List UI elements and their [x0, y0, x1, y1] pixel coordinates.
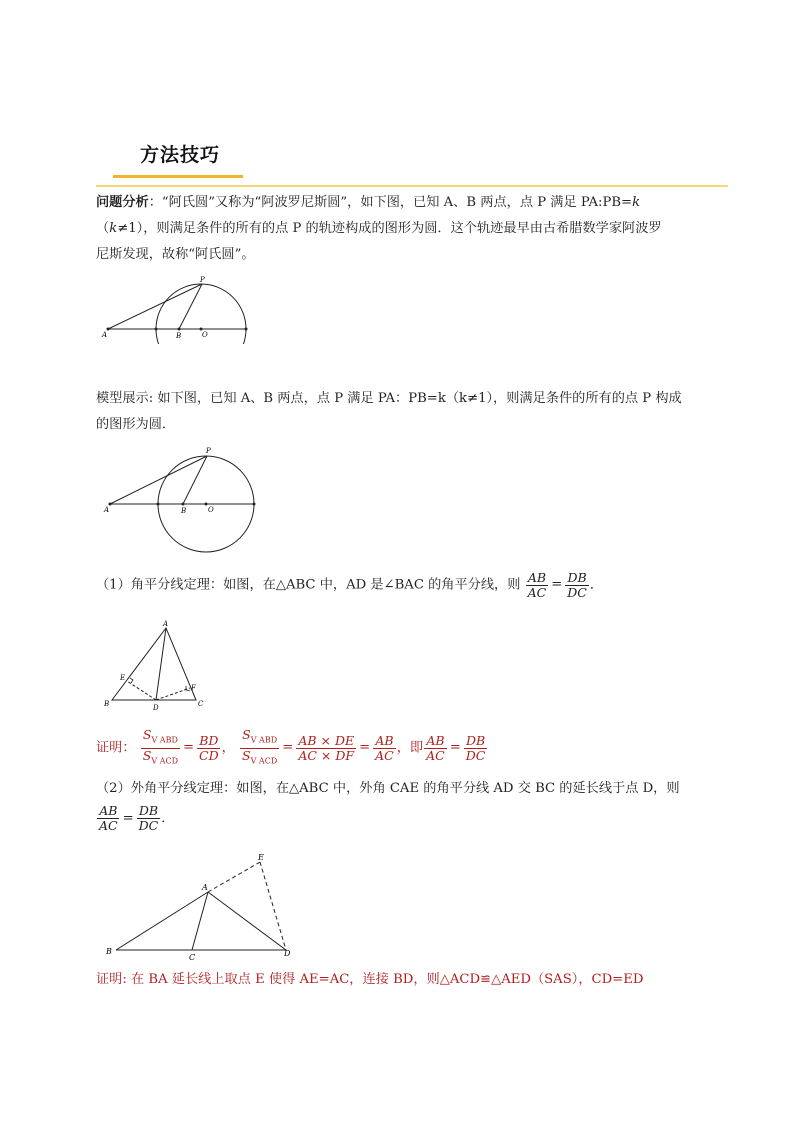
theorem1-frac-left: $\frac{AB}{AC}$ — [527, 569, 547, 600]
theorem1-frac-right: $\frac{DB}{DC}$ — [567, 569, 587, 600]
proof1-frac-1: $\frac{S_{V ABD}}{S_{V ACD}}$ — [142, 727, 178, 765]
proof1-frac-7: $\frac{DB}{DC}$ — [465, 732, 486, 763]
fig2-label-a: A — [104, 506, 110, 514]
fig4-label-d: D — [284, 949, 291, 958]
theorem2-text: （2）外角平分线定理：如图，在△ABC 中，外角 CAE 的角平分线 AD 交 BC 的延长线于点 D，则 — [96, 781, 680, 796]
title-underline-rule — [96, 185, 728, 187]
figure-angle-bisector-triangle — [100, 618, 210, 710]
proof1-frac-3: $\frac{S_{V ABD}}{S_{V ACD}}$ — [242, 727, 278, 765]
intro-text-2a: （ — [96, 221, 110, 236]
fig1-label-a: A — [102, 331, 108, 339]
fig1-label-p: P — [200, 276, 205, 284]
fig1-label-b: B — [176, 332, 182, 340]
intro-text-3: 尼斯发现，故称“阿氏圆”。 — [96, 247, 255, 262]
fig3-label-a: A — [163, 620, 169, 628]
intro-paragraph — [96, 190, 736, 268]
model-text-1: 模型展示: 如下图，已知 A、B 两点，点 P 满足 PA：PB=k（k≠1），则满足条件的所有的点 P 构成 — [96, 391, 682, 406]
proof1-frac-5: $\frac{AB}{AC}$ — [375, 732, 394, 763]
proof1-frac-6: $\frac{AB}{AC}$ — [426, 732, 445, 763]
proof2-text: 证明: 在 BA 延长线上取点 E 使得 AE=AC，连接 BD，则△ACD≌△AED（SAS），CD=ED — [96, 972, 644, 987]
title-underline-accent — [113, 175, 243, 178]
figure-apollonius-circle-2 — [96, 445, 266, 555]
intro-text-1: ：“阿氏圆”又称为“阿波罗尼斯圆”，如下图，已知 A、B 两点，点 P 满足 PA:PB= — [148, 195, 633, 210]
model-paragraph — [96, 386, 736, 438]
fig2-label-o: O — [208, 506, 214, 514]
theorem2-paragraph: （2）外角平分线定理：如图，在△ABC 中，外角 CAE 的角平分线 AD 交 BC 的延长线于点 D，则 $\frac{AB}{AC}$ = $\frac{DB}{DC}$ ． — [96, 776, 736, 833]
fig4-label-c: C — [189, 953, 196, 962]
proof1-frac-2: $\frac{BD}{CD}$ — [199, 732, 219, 763]
theorem1-paragraph: （1）角平分线定理：如图，在△ABC 中，AD 是∠BAC 的角平分线，则 $\frac{AB}{AC}$ = $\frac{DB}{DC}$ ． — [96, 569, 604, 600]
theorem2-frac-left: $\frac{AB}{AC}$ — [99, 803, 118, 833]
intro-k: k — [632, 195, 641, 210]
fig3-label-e: E — [120, 674, 126, 682]
intro-k-2: k — [109, 221, 118, 236]
theorem1-text: （1）角平分线定理：如图，在△ABC 中，AD 是∠BAC 的角平分线，则 — [96, 577, 521, 593]
fig2-label-p: P — [206, 447, 211, 455]
proof1-frac-4: $\frac{AB \times DE}{AC \times DF}$ — [298, 732, 355, 763]
fig3-label-d: D — [153, 704, 159, 710]
proof1-label: 证明： — [96, 740, 136, 756]
fig3-label-b: B — [104, 700, 110, 708]
fig4-label-a: A — [202, 883, 208, 892]
model-text-2: 的图形为圆． — [96, 417, 176, 432]
fig1-label-o: O — [202, 331, 208, 339]
section-title: 方法技巧 — [140, 144, 221, 166]
figure-apollonius-circle-1 — [96, 272, 266, 344]
fig2-label-b: B — [181, 507, 187, 515]
fig3-label-f: F — [191, 684, 196, 692]
fig4-label-b: B — [106, 947, 112, 956]
proof1-paragraph: 证明： $\frac{S_{V ABD}}{S_{V ACD}}$ = $\frac{BD}{CD}$ ， $\frac{S_{V ABD}}{S_{V ACD}}$ = $\frac{AB \times DE}{AC \times DF}$ = $\frac{AB}{AC}$ ，即 $\frac{AB}{AC}$ = $\frac{DB}{DC}$ — [96, 728, 736, 768]
intro-text-2b: ≠1），则满足条件的所有的点 P 的轨迹构成的图形为圆．这个轨迹最早由古希腊数学家阿波罗 — [117, 221, 662, 236]
theorem2-frac-right: $\frac{DB}{DC}$ — [138, 803, 159, 833]
fig3-label-c: C — [198, 700, 204, 708]
fig4-label-e: E — [258, 853, 264, 862]
intro-label: 问题分析 — [96, 195, 149, 210]
figure-external-bisector-triangle — [100, 852, 300, 962]
